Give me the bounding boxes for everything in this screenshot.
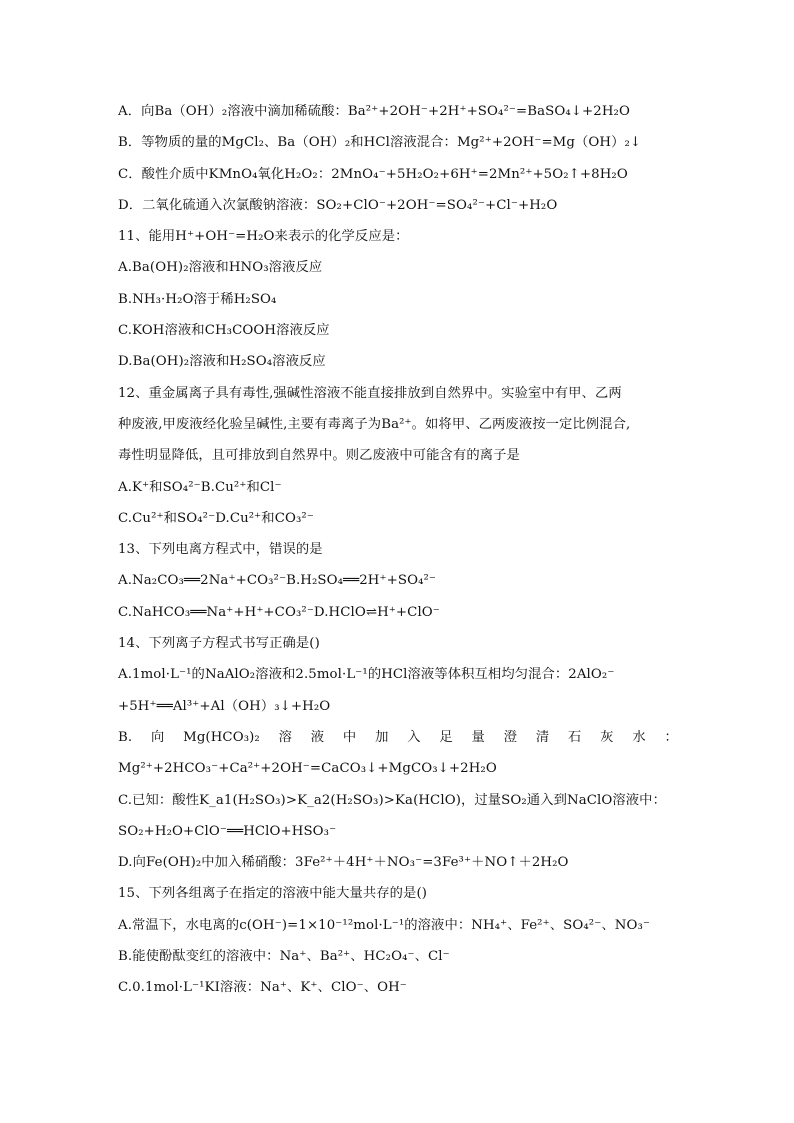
option-line: B.能使酚酞变红的溶液中：Na⁺、Ba²⁺、HC₂O₄⁻、Cl⁻ <box>118 949 450 965</box>
question-content <box>118 96 678 1004</box>
option-line: C.KOH溶液和CH₃COOH溶液反应 <box>118 323 330 339</box>
spread-token: 足 <box>439 729 453 745</box>
option-line: D．二氧化硫通入次氯酸钠溶液：SO₂+ClO⁻+2OH⁻=SO₄²⁻+Cl⁻+H₂O <box>118 197 558 213</box>
option-line: A.Na₂CO₃══2Na⁺+CO₃²⁻B.H₂SO₄══2H⁺+SO₄²⁻ <box>118 573 437 589</box>
spread-token: 向 <box>150 729 165 745</box>
option-line: B.NH₃·H₂O溶于稀H₂SO₄ <box>118 291 277 307</box>
spread-token: Mg(HCO₃)₂ <box>183 729 260 745</box>
question-title: 12、重金属离子具有毒性,强碱性溶液不能直接排放到自然界中。实验室中有甲、乙两 <box>118 385 622 401</box>
question-text: 毒性明显降低，且可排放到自然界中。则乙废液中可能含有的离子是 <box>118 448 520 464</box>
option-line: A.1mol·L⁻¹的NaAlO₂溶液和2.5mol·L⁻¹的HCl溶液等体积互相均匀混合：2AlO₂⁻ <box>118 667 615 683</box>
option-line: A.K⁺和SO₄²⁻B.Cu²⁺和Cl⁻ <box>118 479 282 495</box>
question-title: 14、下列离子方程式书写正确是() <box>118 636 320 652</box>
option-line-spread <box>118 722 678 753</box>
spread-token: 水 <box>632 729 646 745</box>
spread-token: 澄 <box>503 729 518 745</box>
option-line: C.0.1mol·L⁻¹KI溶液：Na⁺、K⁺、ClO⁻、OH⁻ <box>118 980 407 996</box>
option-line: A．向Ba（OH）₂溶液中滴加稀硫酸：Ba²⁺+2OH⁻+2H⁺+SO₄²⁻=BaSO₄↓+2H₂O <box>118 104 630 119</box>
spread-token: 清 <box>535 729 550 745</box>
spread-token: ： <box>664 729 678 745</box>
spread-token: 灰 <box>600 729 614 745</box>
question-title: 13、下列电离方程式中，错误的是 <box>118 542 323 558</box>
option-line: D.Ba(OH)₂溶液和H₂SO₄溶液反应 <box>118 354 326 370</box>
spread-token: 中 <box>342 729 357 745</box>
option-line-continued: Mg²⁺+2HCO₃⁻+Ca²⁺+2OH⁻=CaCO₃↓+MgCO₃↓+2H₂O <box>118 761 497 777</box>
spread-token: 溶 <box>278 729 292 745</box>
question-title: 15、下列各组离子在指定的溶液中能大量共存的是() <box>118 886 428 902</box>
spread-token: 加 <box>375 729 389 745</box>
question-text: 种废液,甲废液经化验呈碱性,主要有毒离子为Ba²⁺。如将甲、乙两废液按一定比例混合, <box>118 416 631 432</box>
option-line: C.NaHCO₃══Na⁺+H⁺+CO₃²⁻D.HClO⇌H⁺+ClO⁻ <box>118 604 440 620</box>
spread-token: 量 <box>471 729 485 745</box>
option-line: C.Cu²⁺和SO₄²⁻D.Cu²⁺和CO₃²⁻ <box>118 510 314 526</box>
option-line: A.常温下，水电离的c(OH⁻)=1×10⁻¹²mol·L⁻¹的溶液中：NH₄⁺、Fe²⁺、SO₄²⁻、NO₃⁻ <box>118 917 651 933</box>
option-line: B．等物质的量的MgCl₂、Ba（OH）₂和HCl溶液混合：Mg²⁺+2OH⁻=Mg（OH）₂↓ <box>118 135 642 151</box>
option-line: D.向Fe(OH)₂中加入稀硝酸：3Fe²⁺＋4H⁺＋NO₃⁻=3Fe³⁺＋NO↑＋2H₂O <box>118 855 569 871</box>
option-line: A.Ba(OH)₂溶液和HNO₃溶液反应 <box>118 260 323 276</box>
spread-token: 石 <box>568 729 582 745</box>
option-line-continued: +5H⁺══Al³⁺+Al（OH）₃↓+H₂O <box>118 698 331 714</box>
spread-token: 入 <box>407 729 421 745</box>
option-line: C．酸性介质中KMnO₄氧化H₂O₂：2MnO₄⁻+5H₂O₂+6H⁺=2Mn²⁺+5O₂↑+8H₂O <box>118 166 628 182</box>
option-line-continued: SO₂+H₂O+ClO⁻══HClO+HSO₃⁻ <box>118 823 337 839</box>
question-title: 11、能用H⁺+OH⁻=H₂O来表示的化学反应是： <box>118 229 409 245</box>
spread-token: 液 <box>310 729 325 745</box>
option-line: C.已知：酸性K_a1(H₂SO₃)>K_a2(H₂SO₃)>Ka(HClO)，过量SO₂通入到NaClO溶液中： <box>118 792 666 808</box>
spread-token: B. <box>118 729 133 745</box>
